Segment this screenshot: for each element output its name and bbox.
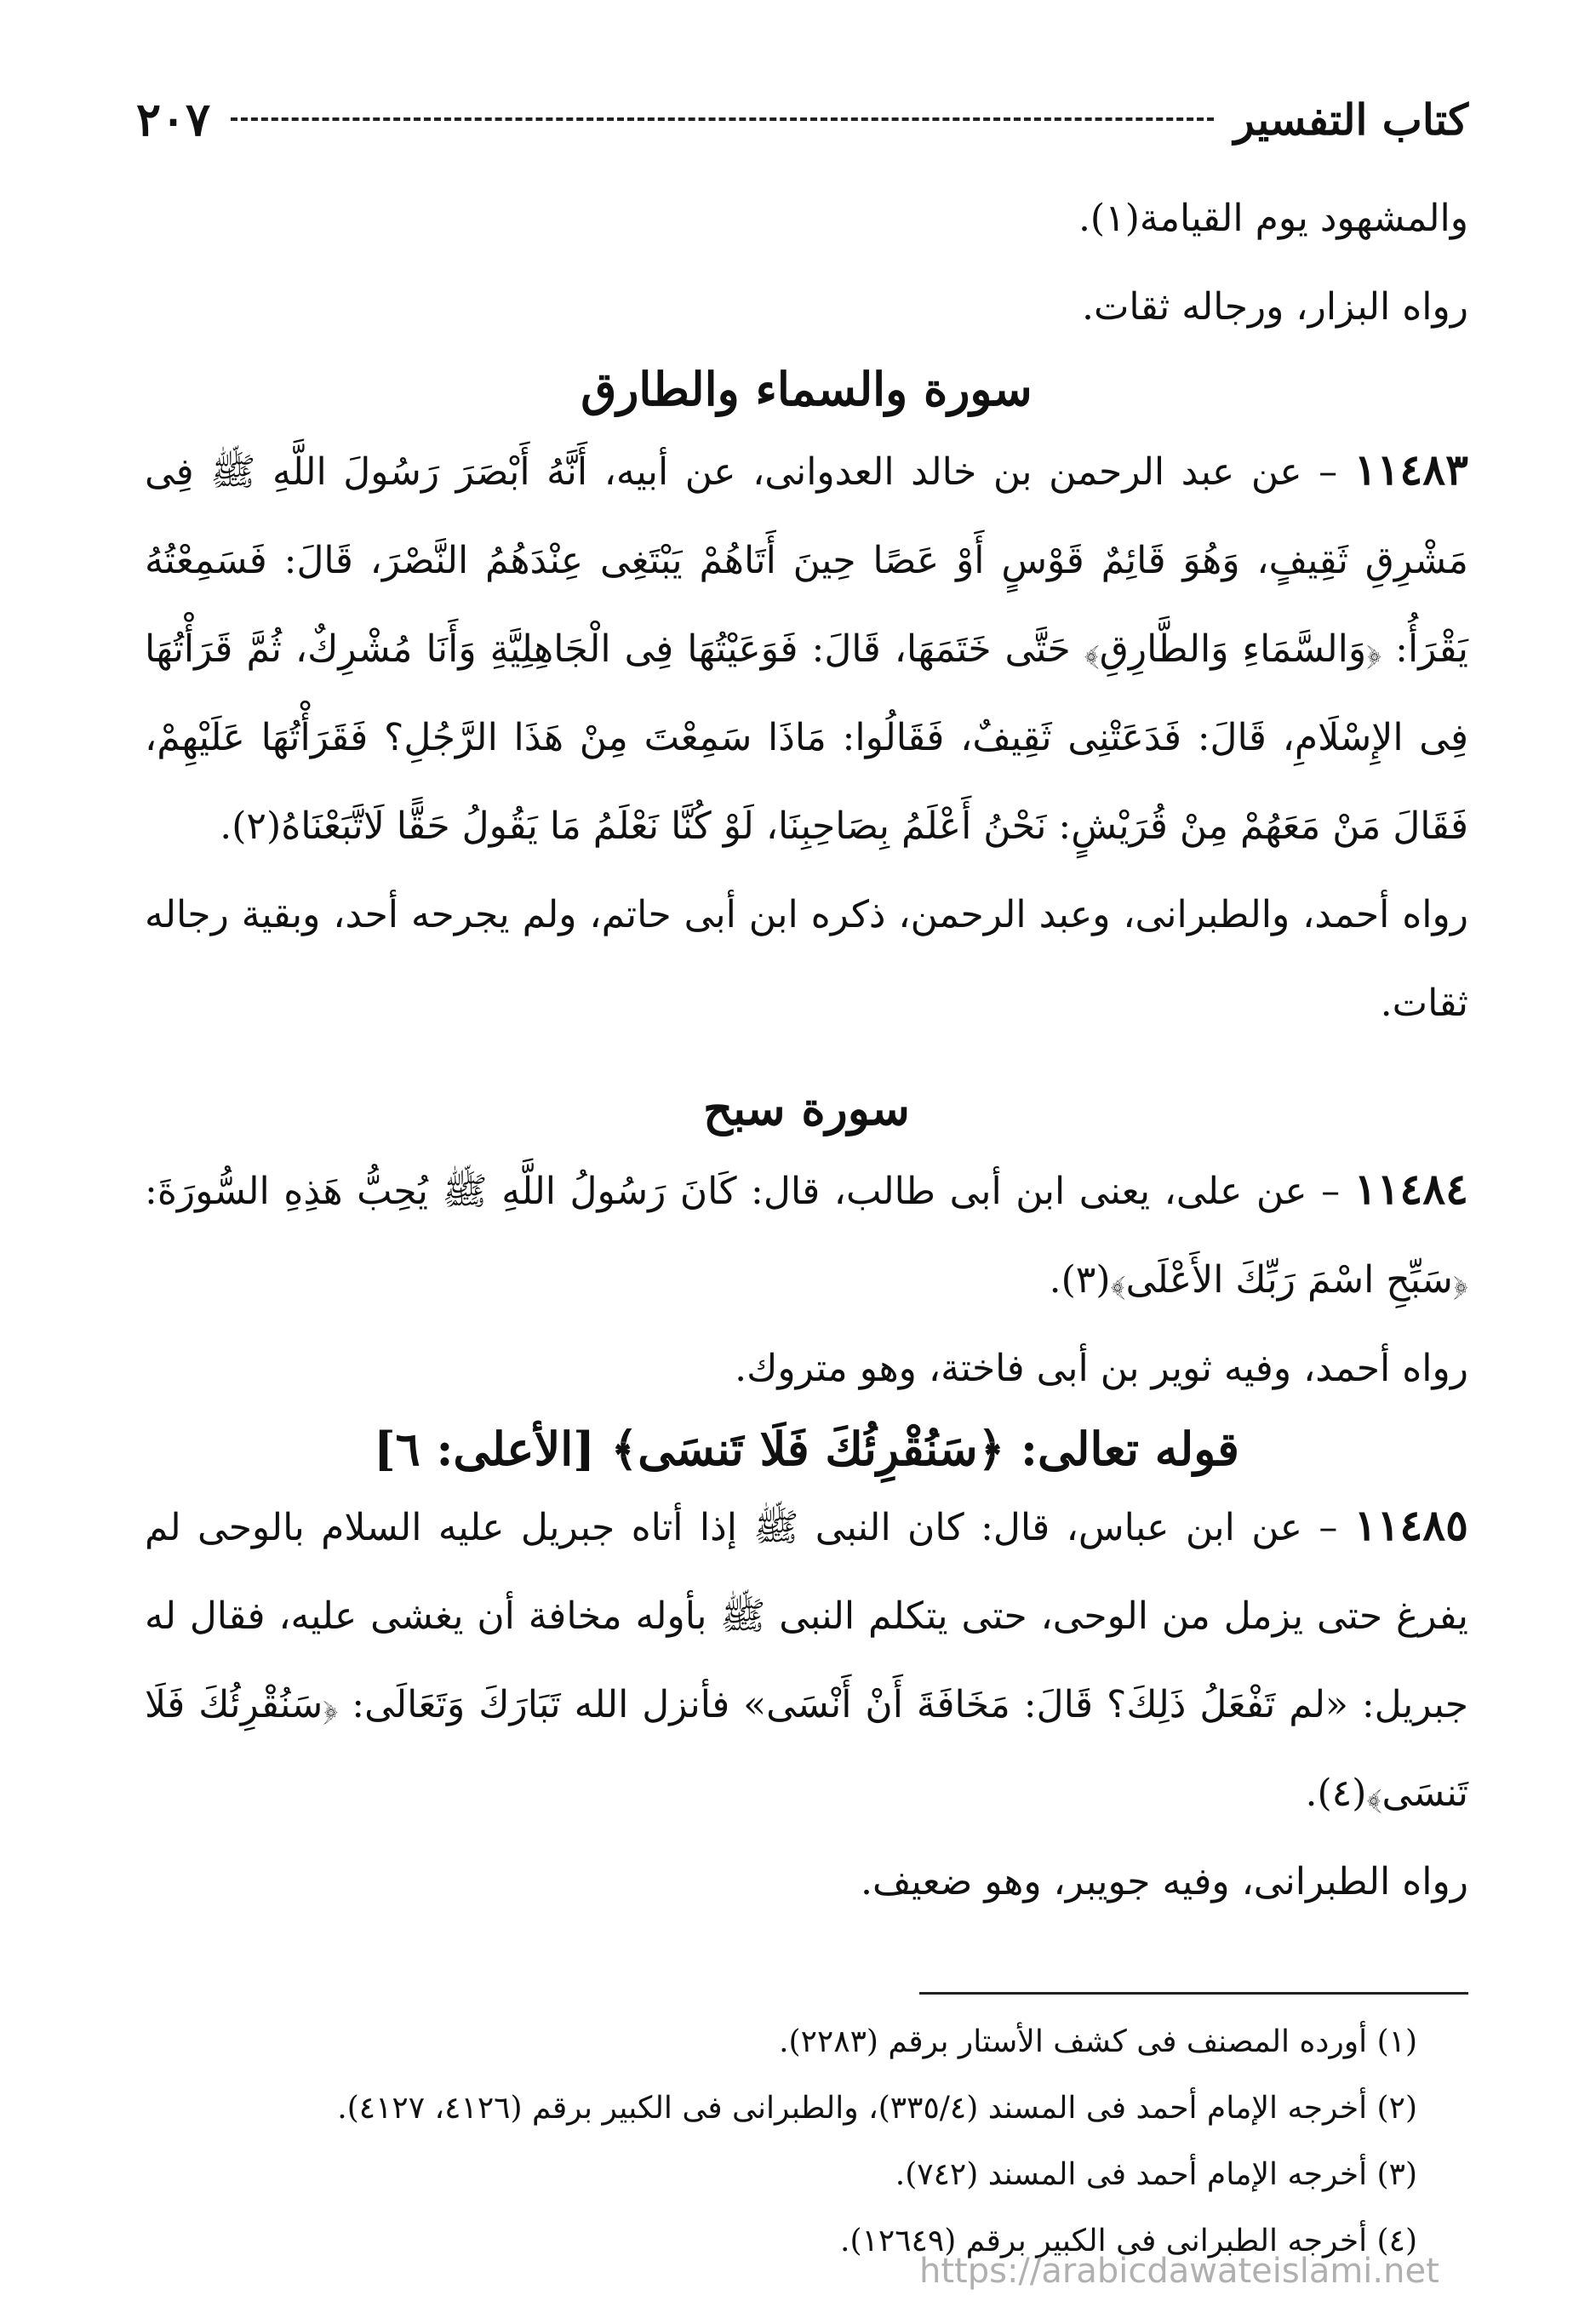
footnote-3: (٣) أخرجه الإمام أحمد فى المسند (٧٤٢).	[895, 2157, 1417, 2192]
footnotes	[145, 2009, 1417, 2275]
hadith-narration: رواه أحمد، والطبرانى، وعبد الرحمن، ذكره ابن أبى حاتم، ولم يجرحه أحد، وبقية رجاله ثقات.	[145, 893, 1468, 1025]
intro-line-1: والمشهود يوم القيامة(١).	[1078, 197, 1468, 240]
section-heading-verse: قوله تعالى: ﴿سَنُقْرِئُكَ فَلَا تَنسَى﴾ [الأعلى: ٦]	[374, 1422, 1239, 1476]
page-number: ٢٠٧	[136, 92, 211, 146]
footnote-4: (٤) أخرجه الطبرانى فى الكبير برقم (١٢٦٤٩).	[840, 2224, 1417, 2258]
hadith-narration: رواه الطبرانى، وفيه جويبر، وهو ضعيف.	[861, 1860, 1468, 1903]
section-heading-tariq: سورة والسماء والطارق	[581, 362, 1033, 416]
footnote-2: (٢) أخرجه الإمام أحمد فى المسند (٣٣٥/٤)، والطبرانى فى الكبير برقم (٤١٢٦، ٤١٢٧).	[337, 2091, 1417, 2126]
hadith-text	[145, 1481, 1468, 1838]
hadith-text	[145, 1145, 1468, 1325]
source-watermark: https://arabicdawateislami.net	[919, 2252, 1439, 2291]
hadith-number: ١١٤٨٥	[1353, 1500, 1468, 1550]
intro-block	[145, 175, 1468, 352]
page-header	[136, 85, 1468, 153]
footnote-1: (١) أورده المصنف فى كشف الأستار برقم (٢٢٨٣).	[779, 2024, 1417, 2059]
hadith-1484	[145, 1145, 1468, 1413]
hadith-narration: رواه أحمد، وفيه ثوير بن أبى فاختة، وهو متروك.	[735, 1347, 1468, 1390]
hadith-number: ١١٤٨٤	[1353, 1164, 1468, 1214]
book-title: كتاب التفسير	[1233, 94, 1468, 145]
hadith-body: – عن على، يعنى ابن أبى طالب، قال: كَانَ رَسُولُ اللَّهِ ﷺ يُحِبُّ هَذِهِ السُّورَةَ: ﴿سَبِّحِ اسْمَ رَبِّكَ الأَعْلَى﴾(٣).	[145, 1170, 1468, 1302]
header-dashed-rule	[231, 117, 1214, 121]
hadith-1483	[145, 426, 1468, 1048]
hadith-number: ١١٤٨٣	[1353, 444, 1468, 495]
hadith-1485	[145, 1481, 1468, 1926]
section-heading-sabbih: سورة سبح	[703, 1081, 910, 1136]
intro-line-2: رواه البزار، ورجاله ثقات.	[1081, 285, 1468, 329]
hadith-body: – عن عبد الرحمن بن خالد العدوانى، عن أبيه، أَنَّهُ أَبْصَرَ رَسُولَ اللَّهِ ﷺ فِى مَشْرِقِ ثَقِيفٍ، وَهُوَ قَائِمٌ قَوْسٍ أَوْ عَصًا حِينَ أَتَاهُمْ يَبْتَغِى عِنْدَهُمُ النَّصْرَ، قَالَ: فَسَمِعْتُهُ يَقْرَأُ: ﴿وَالسَّمَاءِ وَالطَّارِقِ﴾ حَتَّى خَتَمَهَا، قَالَ: فَوَعَيْتُهَا فِى الْجَاهِلِيَّةِ وَأَنَا مُشْرِكٌ، ثُمَّ قَرَأْتُهَا فِى الإِسْلَامِ، قَالَ: فَدَعَتْنِى ثَقِيفٌ، فَقَالُوا: مَاذَا سَمِعْتَ مِنْ هَذَا الرَّجُلِ؟ فَقَرَأْتُهَا عَلَيْهِمْ، فَقَالَ مَنْ مَعَهُمْ مِنْ قُرَيْشٍ: نَحْنُ أَعْلَمُ بِصَاحِبِنَا، لَوْ كُنَّا نَعْلَمُ مَا يَقُولُ حَقًّا لَاتَّبَعْنَاهُ(٢).	[145, 450, 1468, 848]
hadith-text	[145, 426, 1468, 871]
hadith-body: – عن ابن عباس، قال: كان النبى ﷺ إذا أتاه جبريل عليه السلام بالوحى لم يفرغ حتى يزمل من الوحى، حتى يتكلم النبى ﷺ بأوله مخافة أن يغشى عليه، فقال له جبريل: «لم تَفْعَلُ ذَلِكَ؟ قَالَ: مَخَافَةَ أَنْ أَنْسَى» فأنزل الله تَبَارَكَ وَتَعَالَى: ﴿سَنُقْرِئُكَ فَلَا تَنسَى﴾(٤).	[145, 1506, 1468, 1815]
footnote-separator	[919, 1992, 1468, 1995]
